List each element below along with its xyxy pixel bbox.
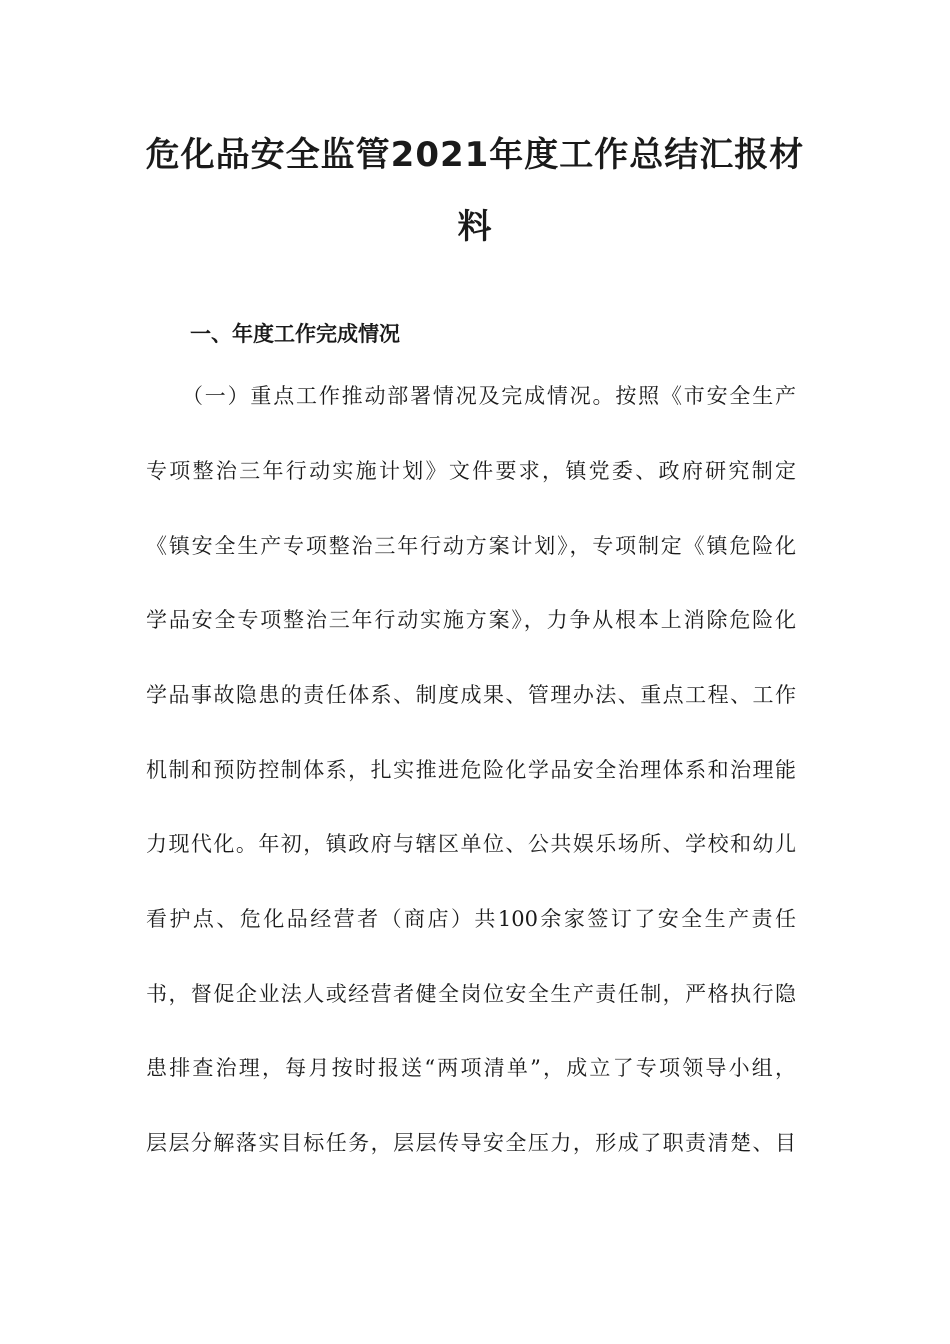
paragraph-line-2: 专项整治三年行动实施计划》文件要求，镇党委、政府研究制定 (146, 459, 796, 483)
paragraph-line-11: 层层分解落实目标任务，层层传导安全压力，形成了职责清楚、目 (146, 1131, 796, 1155)
paragraph-line-7: 力现代化。年初，镇政府与辖区单位、公共娱乐场所、学校和幼儿 (146, 832, 796, 856)
paragraph-line-6: 机制和预防控制体系，扎实推进危险化学品安全治理体系和治理能 (146, 758, 796, 782)
document-title-line-2: 料 (457, 207, 493, 247)
paragraph-line-3: 《镇安全生产专项整治三年行动方案计划》，专项制定《镇危险化 (146, 534, 796, 558)
paragraph-line-9: 书，督促企业法人或经营者健全岗位安全生产责任制，严格执行隐 (146, 982, 796, 1006)
paragraph-line-10: 患排查治理，每月按时报送“两项清单”，成立了专项领导小组， (146, 1056, 796, 1080)
paragraph-line-5: 学品事故隐患的责任体系、制度成果、管理办法、重点工程、工作 (146, 683, 796, 707)
document-title-line-1: 危化品安全监管2021年度工作总结汇报材 (145, 135, 805, 175)
paragraph-line-8: 看护点、危化品经营者（商店）共100余家签订了安全生产责任 (146, 907, 796, 931)
section-heading: 一、年度工作完成情况 (190, 322, 400, 346)
paragraph-line-1: （一）重点工作推动部署情况及完成情况。按照《市安全生产 (182, 384, 796, 408)
paragraph-line-4: 学品安全专项整治三年行动实施方案》，力争从根本上消除危险化 (146, 608, 796, 632)
